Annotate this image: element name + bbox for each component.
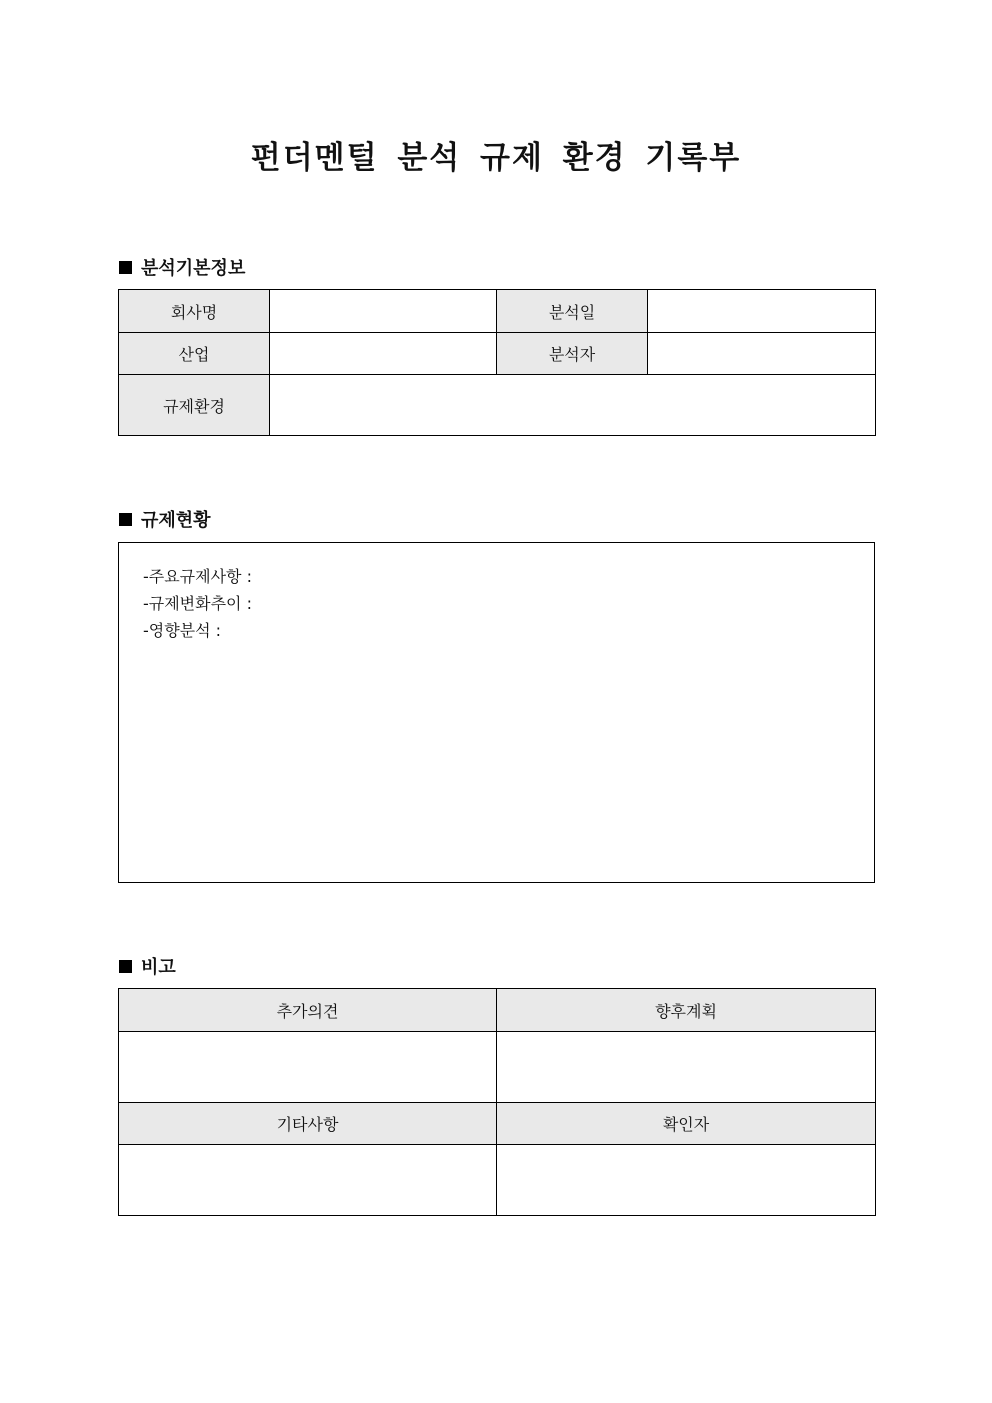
regulation-status-lines [143,563,252,644]
other-notes-label: 기타사항 [119,1103,497,1145]
basic-info-heading [119,254,245,280]
square-bullet-icon [119,960,132,973]
additional-opinion-label: 추가의견 [119,989,497,1032]
environment-label: 규제환경 [119,375,270,436]
industry-label: 산업 [119,333,270,375]
basic-info-table [118,289,876,436]
regulation-status-heading-text: 규제현황 [141,510,211,531]
analyst-field[interactable] [648,333,876,375]
industry-field[interactable] [270,333,497,375]
other-notes-field[interactable] [119,1145,497,1216]
page-title: 펀더멘털 분석 규제 환경 기록부 [250,140,742,176]
analyst-label: 분석자 [497,333,648,375]
regulation-status-box[interactable] [118,542,875,883]
company-label: 회사명 [119,290,270,333]
future-plan-label: 향후계획 [497,989,876,1032]
additional-opinion-field[interactable] [119,1032,497,1103]
remarks-table [118,988,876,1216]
main-regulations-line: -주요규제사항 : [143,567,252,586]
remarks-heading [119,953,176,979]
date-field[interactable] [648,290,876,333]
future-plan-field[interactable] [497,1032,876,1103]
impact-analysis-line: -영향분석 : [143,621,222,640]
basic-info-heading-text: 분석기본정보 [141,258,246,279]
regulation-trend-line: -규제변화추이 : [143,594,252,613]
square-bullet-icon [119,261,132,274]
environment-field[interactable] [270,375,876,436]
date-label: 분석일 [497,290,648,333]
confirmer-label: 확인자 [497,1103,876,1145]
square-bullet-icon [119,513,132,526]
confirmer-field[interactable] [497,1145,876,1216]
regulation-status-heading [119,506,211,532]
remarks-heading-text: 비고 [141,957,176,978]
company-field[interactable] [270,290,497,333]
